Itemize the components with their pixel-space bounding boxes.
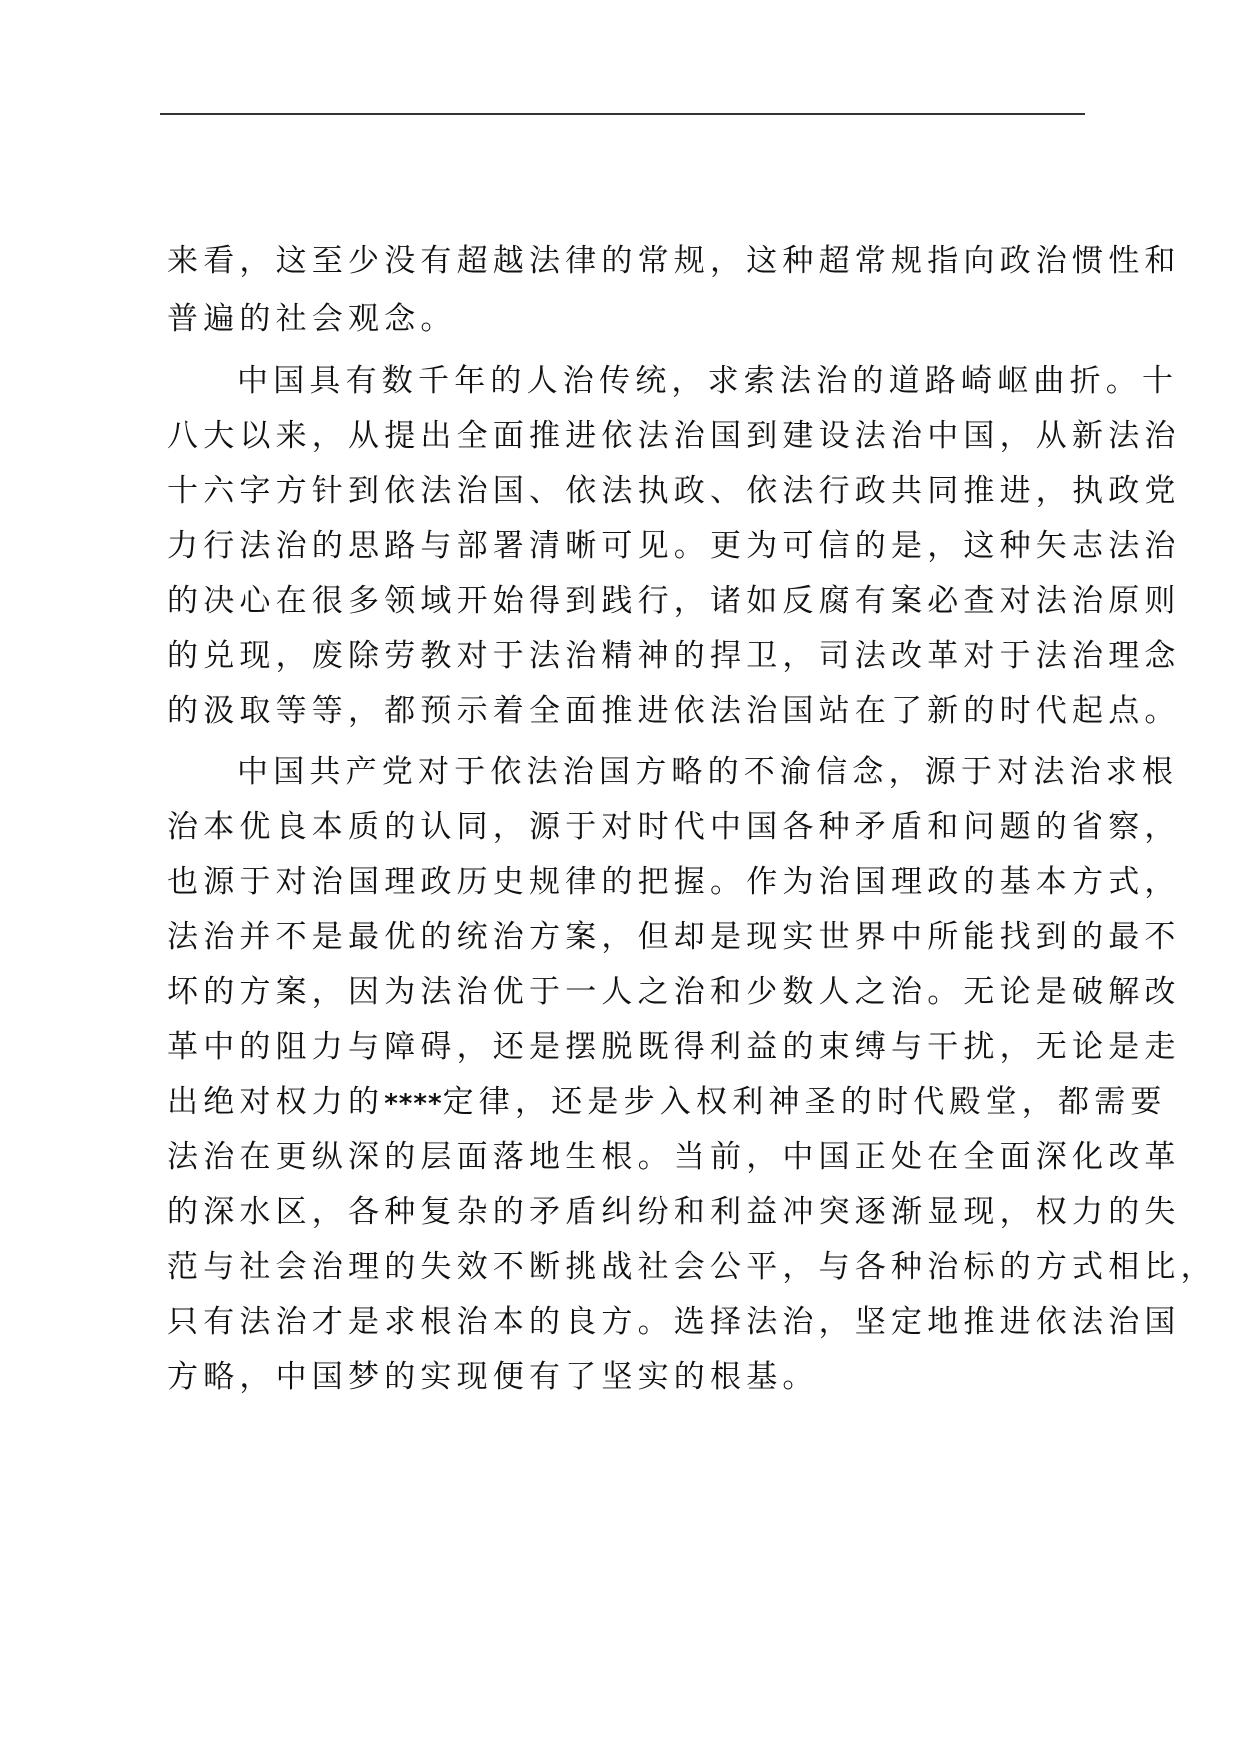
paragraph-1-line-1: 来看，这至少没有超越法律的常规，这种超常规指向政治惯性和 [167, 243, 1181, 279]
paragraph-3-line-7-end: 定律，还是步入权利神圣的时代殿堂，都需要 [442, 1084, 1167, 1120]
paragraph-2-line-3: 十六字方针到依法治国、依法执政、依法行政共同推进，执政党 [167, 473, 1181, 509]
paragraph-3-line-10: 范与社会治理的失效不断挑战社会公平，与各种治标的方式相比， [167, 1249, 1217, 1285]
paragraph-3-line-6: 革中的阻力与障碍，还是摆脱既得利益的束缚与干扰，无论是走 [167, 1029, 1181, 1065]
paragraph-3-line-3: 也源于对治国理政历史规律的把握。作为治国理政的基本方式， [167, 864, 1181, 900]
paragraph-2-line-1: 中国具有数千年的人治传统，求索法治的道路崎岖曲折。十 [237, 363, 1179, 399]
paragraph-3-line-1: 中国共产党对于依法治国方略的不渝信念，源于对法治求根 [237, 754, 1179, 790]
paragraph-3-line-12: 方略，中国梦的实现便有了坚实的根基。 [167, 1359, 819, 1395]
paragraph-2-line-2: 八大以来，从提出全面推进依法治国到建设法治中国，从新法治 [167, 418, 1181, 454]
document-body [167, 232, 1217, 1405]
paragraph-3-line-5: 坏的方案，因为法治优于一人之治和少数人之治。无论是破解改 [167, 974, 1181, 1010]
paragraph-3-line-9: 的深水区，各种复杂的矛盾纠纷和利益冲突逐渐显现，权力的失 [167, 1194, 1181, 1230]
paragraph-2-line-7: 的汲取等等，都预示着全面推进依法治国站在了新的时代起点。 [167, 693, 1181, 729]
censored-text: **** [384, 1089, 443, 1119]
paragraph-3-line-7-start: 出绝对权力的 [167, 1084, 385, 1120]
header-rule [160, 113, 1085, 115]
paragraph-3-line-11: 只有法治才是求根治本的良方。选择法治，坚定地推进依法治国 [167, 1304, 1181, 1340]
paragraph-2-line-6: 的兑现，废除劳教对于法治精神的捍卫，司法改革对于法治理念 [167, 638, 1181, 674]
paragraph-3-line-8: 法治在更纵深的层面落地生根。当前，中国正处在全面深化改革 [167, 1139, 1181, 1175]
paragraph-3-line-4: 法治并不是最优的统治方案，但却是现实世界中所能找到的最不 [167, 919, 1181, 955]
paragraph-2-line-5: 的决心在很多领域开始得到践行，诸如反腐有案必查对法治原则 [167, 583, 1181, 619]
paragraph-3-line-2: 治本优良本质的认同，源于对时代中国各种矛盾和问题的省察， [167, 809, 1181, 845]
paragraph-2-line-4: 力行法治的思路与部署清晰可见。更为可信的是，这种矢志法治 [167, 528, 1181, 564]
paragraph-1-line-2: 普遍的社会观念。 [167, 301, 457, 337]
paragraph-3-line-7 [167, 1075, 1167, 1130]
